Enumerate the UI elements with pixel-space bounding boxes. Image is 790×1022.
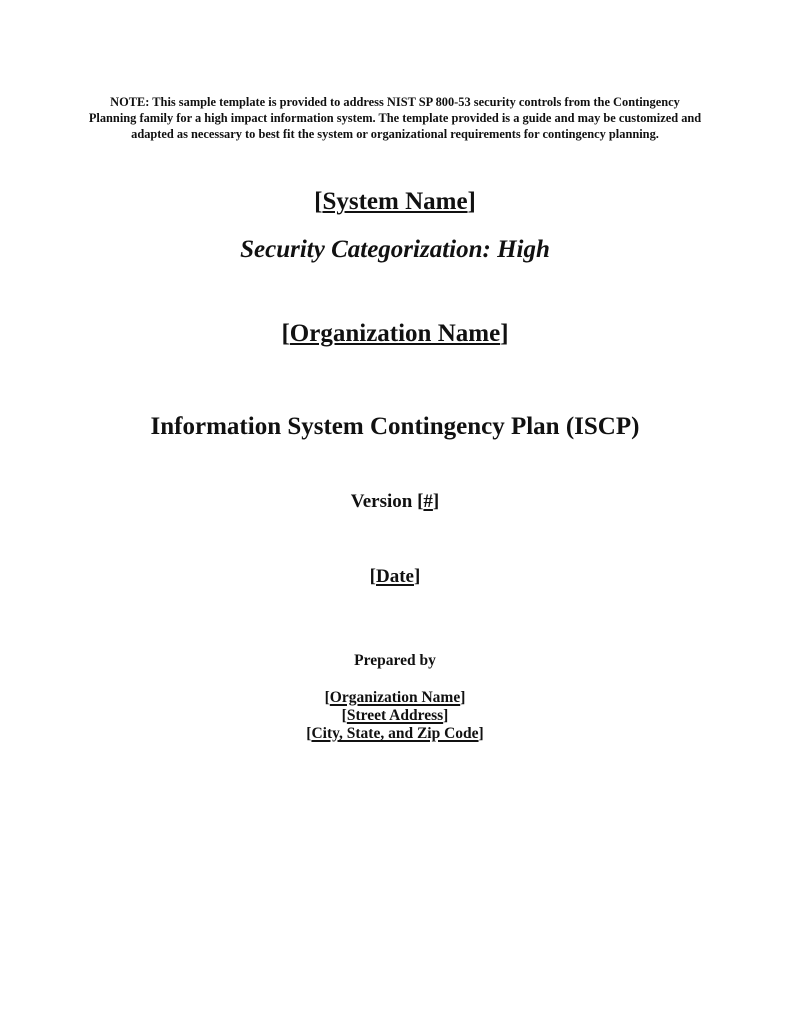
- version-label: Version: [350, 491, 418, 512]
- plan-title: Information System Contingency Plan (ISCP): [150, 413, 640, 440]
- date-line: [0, 565, 790, 589]
- date-field[interactable]: Date: [376, 566, 414, 587]
- bracket-close: ]: [467, 188, 476, 215]
- preparer-organization-field[interactable]: Organization Name: [329, 689, 461, 706]
- bracket-open: [: [341, 707, 347, 724]
- bracket-open: [: [417, 491, 424, 512]
- preparer-city-state-zip-line: [0, 725, 790, 743]
- bracket-open: [: [324, 689, 330, 706]
- system-name-placeholder: [0, 186, 790, 218]
- bracket-close: ]: [432, 491, 440, 512]
- bracket-close: ]: [443, 707, 449, 724]
- bracket-open: [: [369, 566, 376, 587]
- bracket-close: ]: [478, 725, 484, 742]
- bracket-open: [: [281, 320, 290, 347]
- organization-name-placeholder: [0, 318, 790, 350]
- preparer-organization-line: [0, 689, 790, 707]
- bracket-close: ]: [500, 320, 509, 347]
- bracket-open: [: [306, 725, 312, 742]
- bracket-close: ]: [460, 689, 466, 706]
- preparer-street-field[interactable]: Street Address: [346, 707, 444, 724]
- prepared-by-label: Prepared by: [354, 652, 436, 669]
- security-categorization: Security Categorization: High: [240, 236, 550, 263]
- bracket-open: [: [314, 188, 323, 215]
- organization-name-field[interactable]: Organization Name: [289, 320, 501, 347]
- preparer-street-line: [0, 707, 790, 725]
- template-note: NOTE: This sample template is provided to address NIST SP 800-53 security controls from the Contingency Planning family for a high impact information system. The template provided is a guide and may be customized and adapted as necessary to best fit the system or organizational requirements for contingency planning.: [88, 95, 702, 141]
- system-name-field[interactable]: System Name: [322, 188, 468, 215]
- version-line: [0, 490, 790, 514]
- preparer-city-state-zip-field[interactable]: City, State, and Zip Code: [311, 725, 479, 742]
- bracket-close: ]: [413, 566, 421, 587]
- preparer-address: [0, 689, 790, 743]
- version-number-field[interactable]: #: [423, 491, 433, 512]
